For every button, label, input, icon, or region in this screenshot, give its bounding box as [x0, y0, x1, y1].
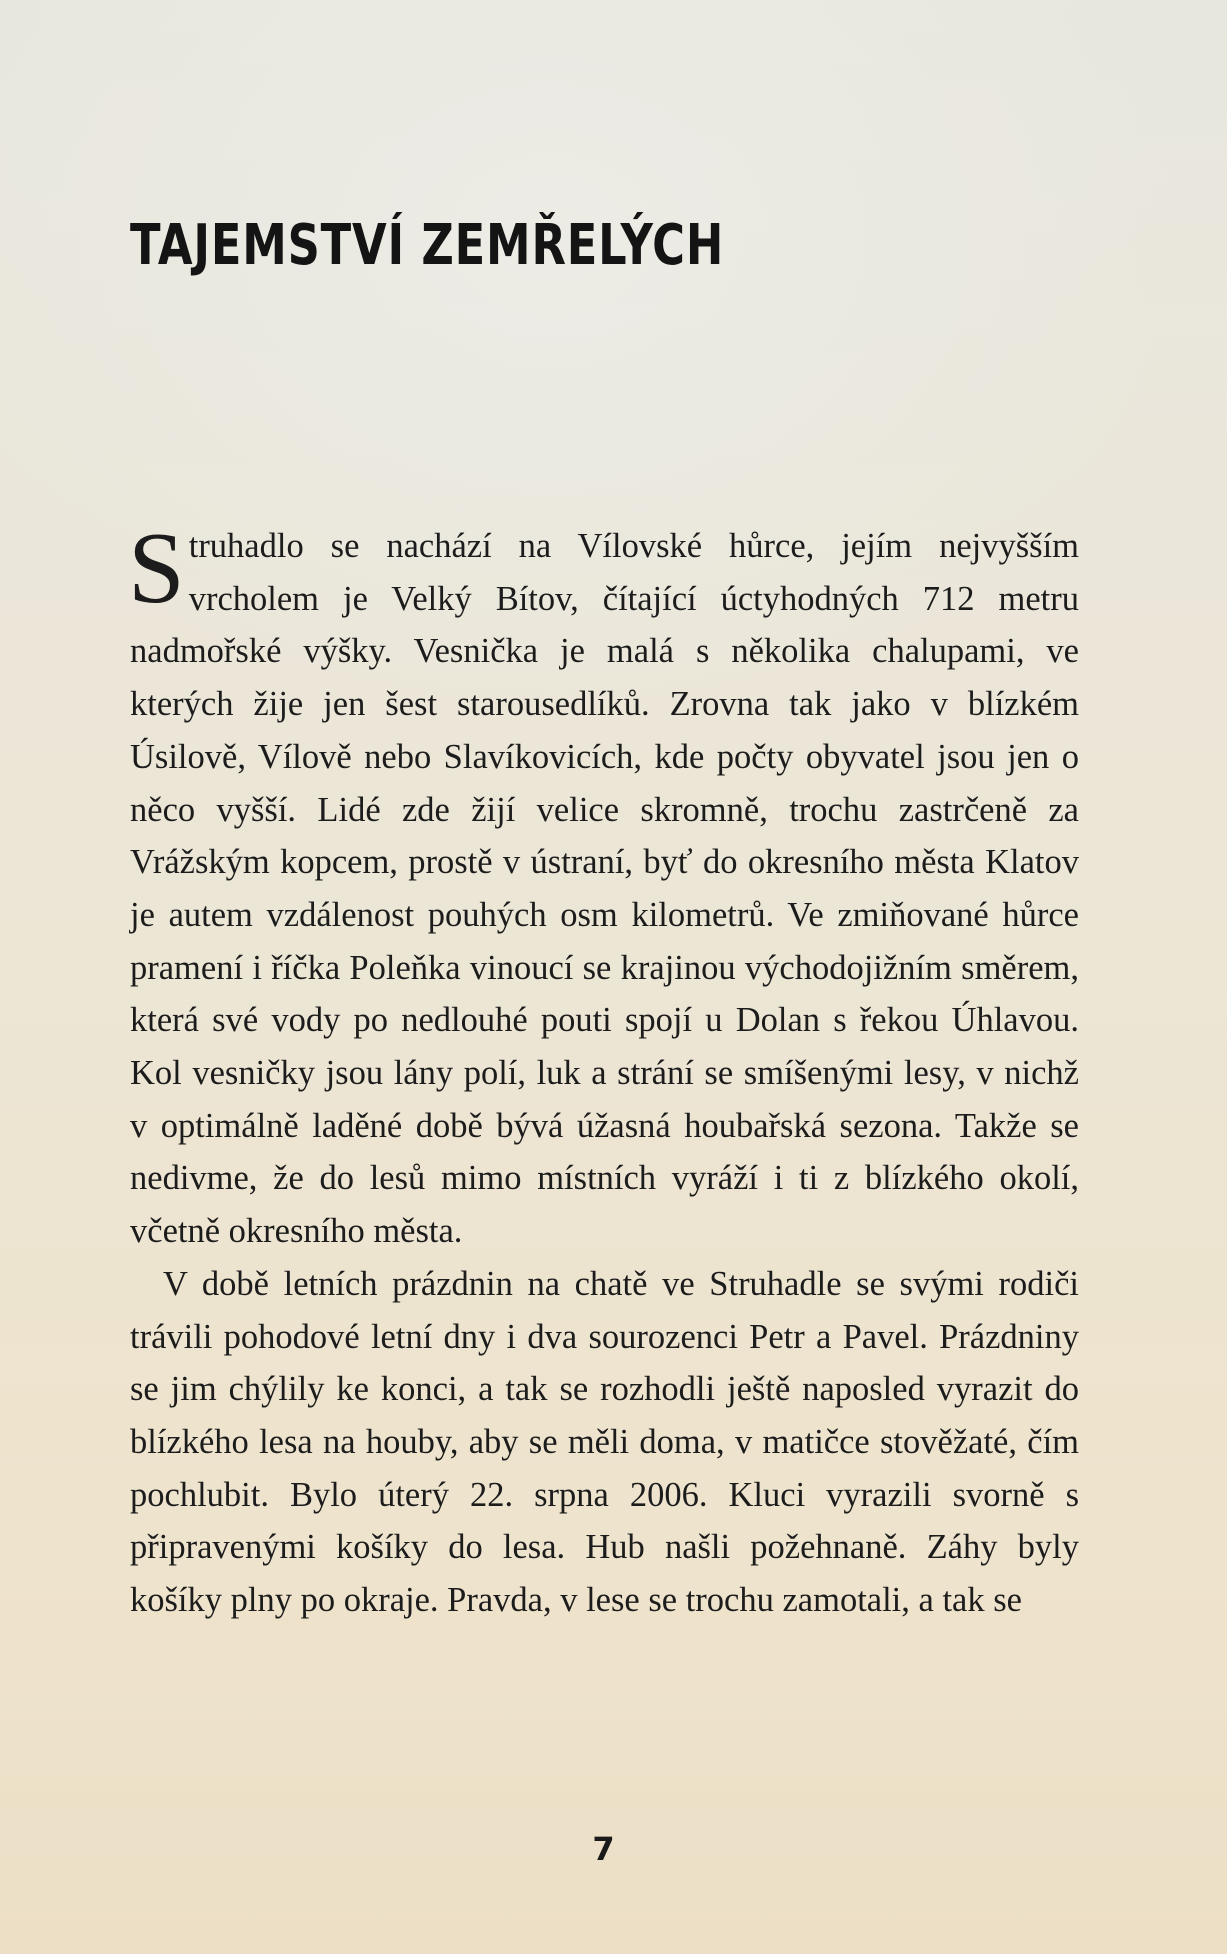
chapter-title: TAJEMSTVÍ ZEMŘELÝCH [130, 213, 725, 278]
drop-cap: S [128, 512, 185, 625]
body-text [128, 512, 1079, 1627]
paragraph-2: V době letních prázdnin na chatě ve Struhadle se svými rodiči trávili pohodové letní dny i dva sourozenci Petr a Pavel. Prázdniny se jim chýlily ke konci, a tak se rozhodli ještě naposled vyrazit do blízkého lesa na houby, aby se měli doma, v matičce stověžaté, čím pochlubit. Bylo úterý 22. srpna 2006. Kluci vyrazili svorně s připravenými košíky do lesa. Hub našli požehnaně. Záhy byly košíky plny po okraje. Pravda, v lese se trochu zamotali, a tak se [130, 1264, 1079, 1620]
paragraph-1 [128, 512, 1079, 1258]
paragraph-1-text: truhadlo se nachází na Vílovské hůrce, jejím nejvyšším vrcholem je Velký Bítov, čítající úctyhodných 712 metru nadmořské výšky. Vesnička je malá s několika chalupami, ve kterých žije jen šest starousedlíků. Zrovna tak jako v blízkém Úsilově, Vílově nebo Slavíkovicích, kde počty obyvatel jsou jen o něco vyšší. Lidé zde žijí velice skromně, trochu zastrčeně za Vrážským kopcem, prostě v ústraní, byť do okresního města Klatov je autem vzdálenost pouhých osm kilometrů. Ve zmiňované hůrce pramení i říčka Poleňka vinoucí se krajinou východojižním směrem, která své vody po nedlouhé pouti spojí u Dolan s řekou Úhlavou. Kol vesničky jsou lány polí, luk a strání se smíšenými lesy, v nichž v optimálně laděné době bývá úžasná houbařská sezona. Takže se nedivme, že do lesů mimo místních vyráží i ti z blízkého okolí, včetně okresního města. [130, 527, 1079, 1251]
page-number: 7 [592, 1830, 615, 1868]
